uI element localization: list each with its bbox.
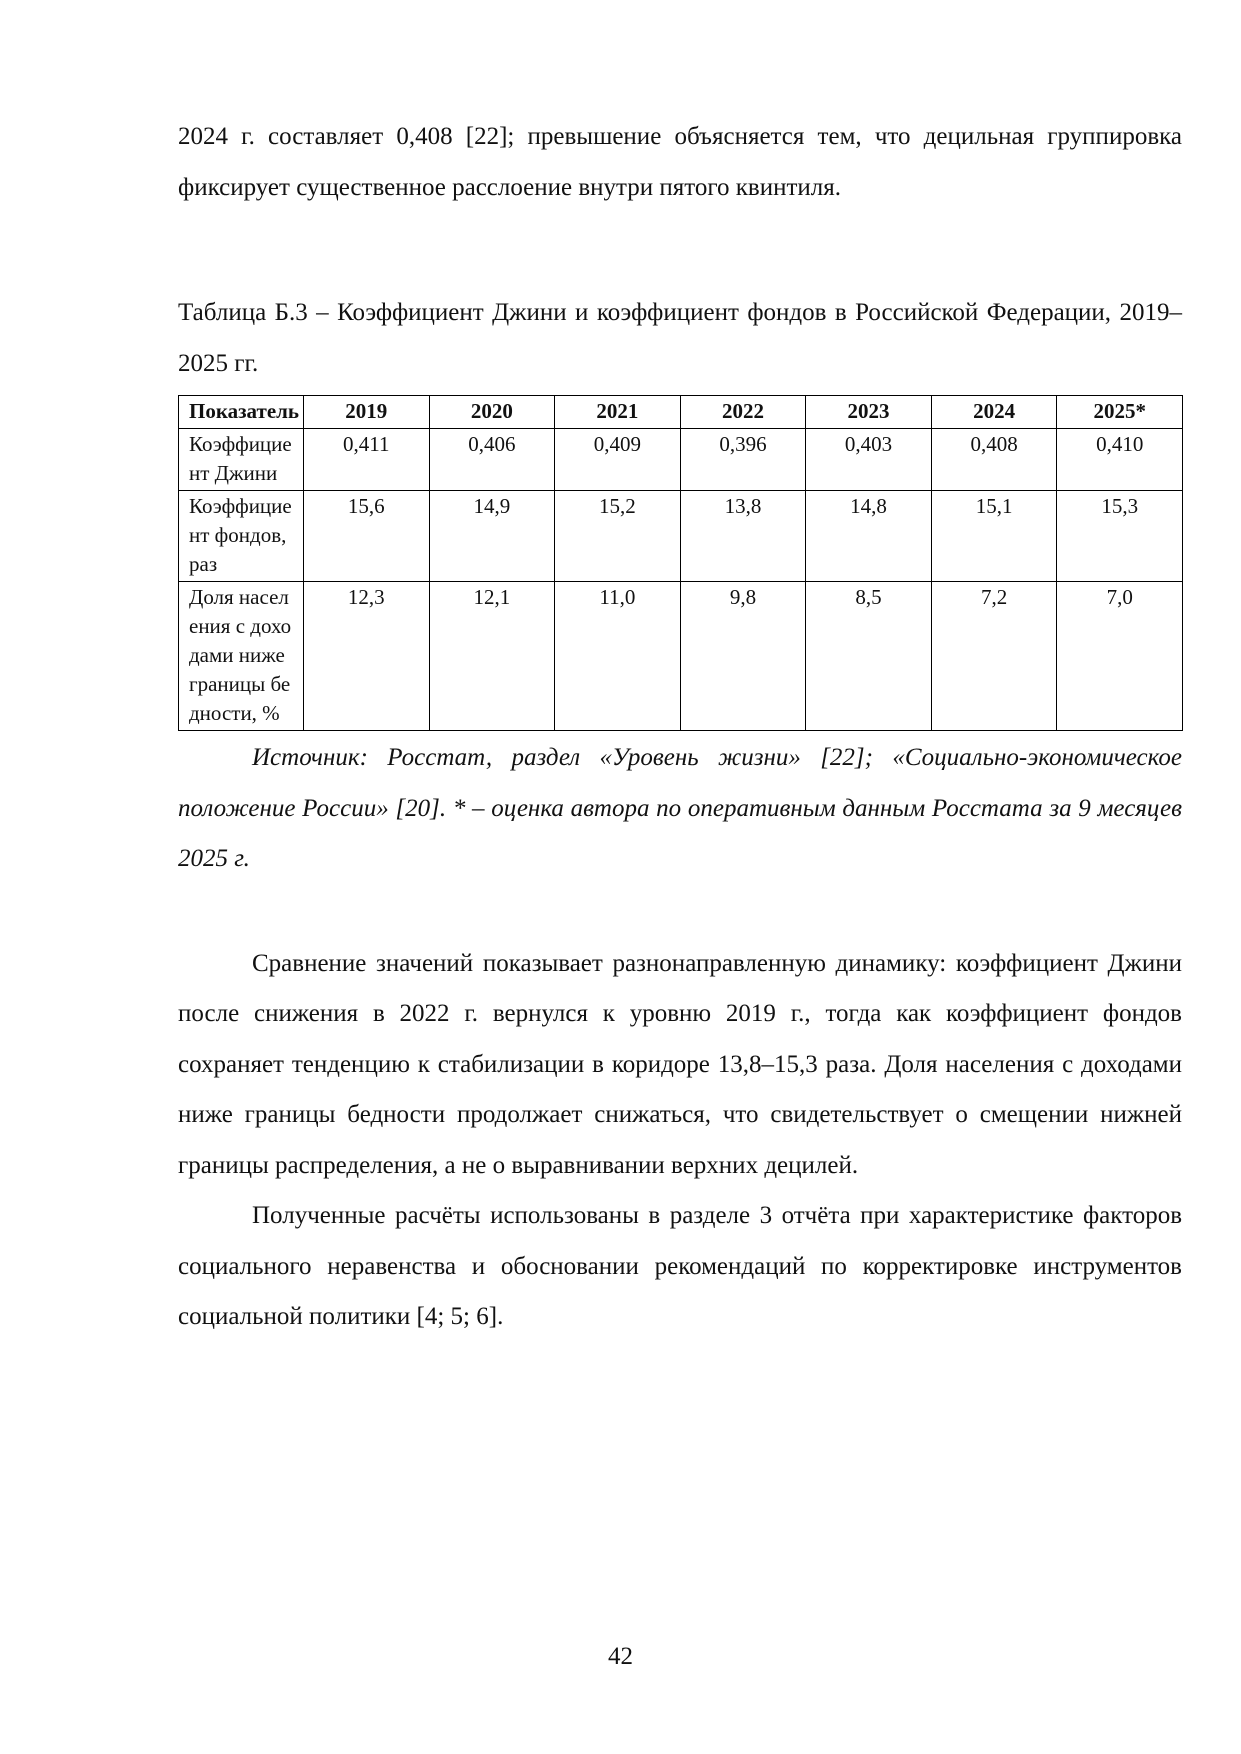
body-paragraph: Сравнение значений показывает разнонаправленную динамику: коэффициент Джини после снижения в 2022 г. вернулся к уровню 2019 г., тогда как коэффициент фондов сохраняет тенденцию к стабилизации в коридоре 13,8–15,3 раза. Доля населения с доходами ниже границы бедности продолжает снижаться, что свидетельствует о смещении нижней границы распределения, а не о выравнивании верхних децилей. (178, 949, 1182, 1179)
row-label: Доля населения с доходами ниже границы бедности, % (179, 582, 304, 731)
table-cell: 0,406 (429, 429, 555, 491)
table-cell: 0,403 (806, 429, 932, 491)
table-row (179, 582, 1183, 731)
body-paragraph: Полученные расчёты использованы в разделе 3 отчёта при характеристике факторов социального неравенства и обосновании рекомендаций по корректировке инструментов социальной политики [4; 5; 6]. (178, 1202, 1182, 1330)
table-cell: 14,9 (429, 491, 555, 582)
spacer (178, 885, 1182, 939)
table-cell: 7,0 (1057, 582, 1183, 731)
table-row (179, 429, 1183, 491)
table-cell: 15,6 (304, 491, 430, 582)
table-row (179, 491, 1183, 582)
table-cell: 0,409 (555, 429, 681, 491)
header-year: 2021 (555, 396, 681, 429)
table-cell: 13,8 (680, 491, 806, 582)
header-year: 2025* (1057, 396, 1183, 429)
header-year: 2024 (931, 396, 1057, 429)
source-note: Источник: Росстат, раздел «Уровень жизни» [22]; «Социально-экономическое положение России» [20]. * – оценка автора по оперативным данным Росстата за 9 месяцев 2025 г. (178, 744, 1182, 872)
header-year: 2019 (304, 396, 430, 429)
table-cell: 0,411 (304, 429, 430, 491)
intro-paragraph: 2024 г. составляет 0,408 [22]; превышение объясняется тем, что децильная группировка фиксирует существенное расслоение внутри пятого квинтиля. (178, 123, 1182, 201)
page-number: 42 (608, 1643, 633, 1670)
table-cell: 11,0 (555, 582, 681, 731)
table-cell: 14,8 (806, 491, 932, 582)
table-cell: 15,2 (555, 491, 681, 582)
table-cell: 15,3 (1057, 491, 1183, 582)
data-table (178, 395, 1183, 731)
table-cell: 0,408 (931, 429, 1057, 491)
header-year: 2022 (680, 396, 806, 429)
header-indicator: Показатель (179, 396, 304, 429)
spacer (178, 213, 1182, 288)
table-cell: 12,1 (429, 582, 555, 731)
table-cell: 12,3 (304, 582, 430, 731)
table-header-row (179, 396, 1183, 429)
row-label: Коэффициент Джини (179, 429, 304, 491)
row-label: Коэффициент фондов, раз (179, 491, 304, 582)
table-cell: 15,1 (931, 491, 1057, 582)
page-content (178, 112, 1182, 1343)
header-year: 2023 (806, 396, 932, 429)
table-cell: 0,410 (1057, 429, 1183, 491)
table-cell: 7,2 (931, 582, 1057, 731)
table-caption: Таблица Б.3 – Коэффициент Джини и коэффициент фондов в Российской Федерации, 2019–2025 гг. (178, 299, 1182, 377)
header-year: 2020 (429, 396, 555, 429)
table-cell: 8,5 (806, 582, 932, 731)
table-cell: 0,396 (680, 429, 806, 491)
table-cell: 9,8 (680, 582, 806, 731)
